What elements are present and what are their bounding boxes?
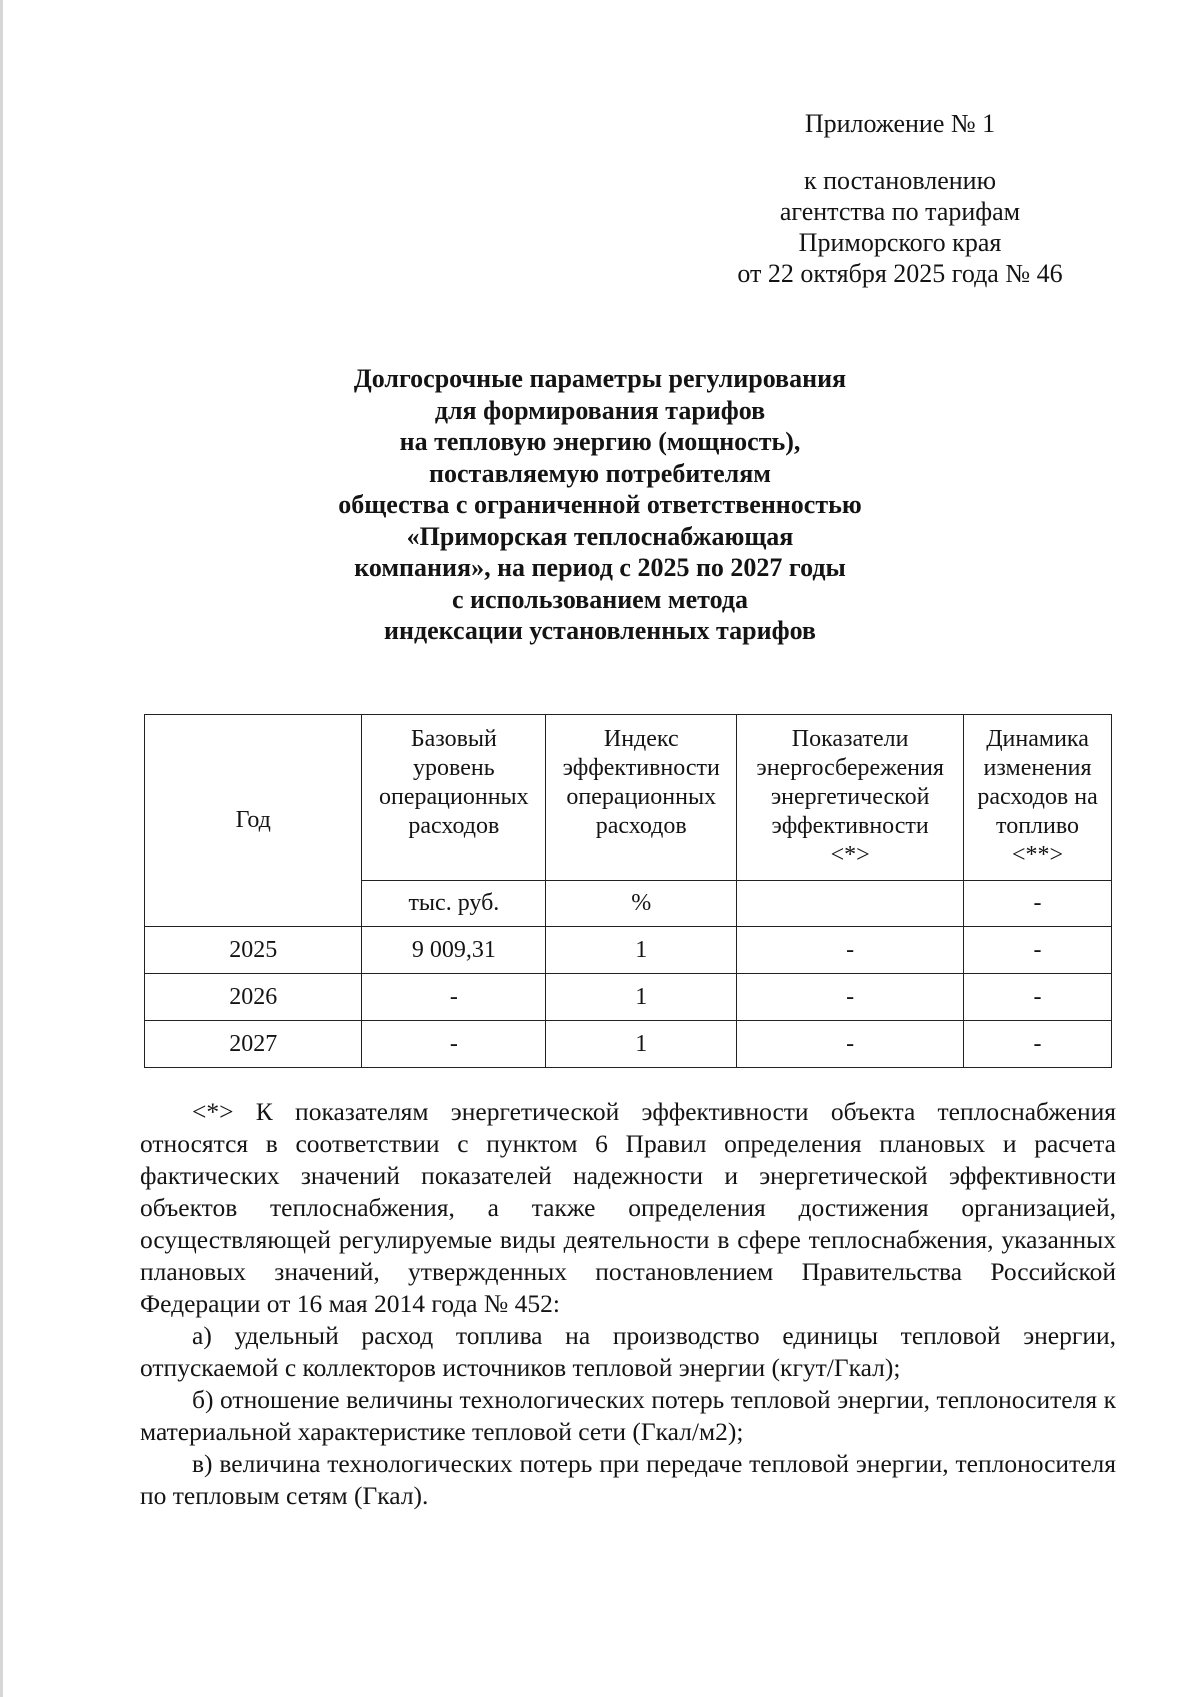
title-line: индексации установленных тарифов — [384, 616, 816, 645]
title-line: с использованием метода — [451, 584, 749, 614]
unit-fuel-dynamics: - — [964, 881, 1112, 927]
header-line: Базовый — [410, 726, 497, 752]
cell-energy-saving: - — [737, 927, 964, 974]
header-line: энергетической — [770, 784, 930, 810]
footnote-item-c: в) величина технологических потерь при передаче тепловой энергии, теплоносителя по тепловым сетям (Гкал). — [140, 1449, 1116, 1510]
header-line: эффективности — [771, 813, 929, 839]
header-line: <*> — [830, 842, 870, 868]
title-line: Долгосрочные параметры регулирования — [353, 364, 847, 393]
header-line: операционных — [379, 784, 529, 810]
appendix-line: к постановлению — [803, 166, 997, 195]
title-line: для формирования тарифов — [434, 395, 766, 425]
cell-base-level: - — [362, 1021, 546, 1068]
table-row — [145, 927, 1112, 974]
cell-base-level: 9 009,31 — [362, 927, 546, 974]
table-row — [145, 1021, 1112, 1068]
table-row — [145, 974, 1112, 1021]
title-line: общества с ограниченной ответственностью — [338, 490, 862, 519]
header-line: уровень — [413, 755, 495, 781]
header-line: Показатели — [791, 726, 909, 752]
cell-efficiency-index: 1 — [546, 927, 737, 974]
cell-efficiency-index: 1 — [546, 974, 737, 1021]
header-line: расходов — [408, 813, 500, 839]
footnote-item-b: б) отношение величины технологических потерь тепловой энергии, теплоносителя к материальной характеристике тепловой сети (Гкал/м2); — [140, 1385, 1116, 1446]
cell-energy-saving: - — [737, 1021, 964, 1068]
header-line: расходов — [595, 813, 687, 839]
cell-year: 2025 — [145, 927, 362, 974]
footnote-item-a: а) удельный расход топлива на производство единицы тепловой энергии, отпускаемой с коллекторов источников тепловой энергии (кгут/Гкал); — [140, 1321, 1116, 1382]
title-line: «Приморская теплоснабжающая — [406, 521, 794, 551]
header-line: изменения — [983, 755, 1092, 781]
footnotes — [140, 1096, 1116, 1512]
cell-year: 2026 — [145, 974, 362, 1021]
page-edge — [0, 0, 3, 1697]
header-line: эффективности — [562, 755, 720, 781]
cell-base-level: - — [362, 974, 546, 1021]
unit-efficiency-index: % — [546, 881, 737, 927]
cell-year: 2027 — [145, 1021, 362, 1068]
header-line: Индекс — [603, 726, 679, 752]
header-year: Год — [145, 715, 362, 927]
title-line: компания», на период с 2025 по 2027 годы — [354, 553, 846, 582]
title-line: на тепловую энергию (мощность), — [399, 427, 801, 456]
header-base-level — [362, 715, 546, 881]
document-title — [150, 363, 1050, 647]
header-line: Динамика — [986, 726, 1089, 752]
appendix-line: Приморского края — [798, 228, 1002, 257]
header-line: операционных — [566, 784, 717, 810]
appendix-block — [690, 165, 1110, 289]
appendix-number-text: Приложение № 1 — [804, 109, 996, 138]
header-efficiency-index — [546, 715, 737, 881]
appendix-line: агентства по тарифам — [779, 197, 1021, 226]
header-line: энергосбережения — [756, 755, 944, 781]
header-line: топливо — [996, 813, 1080, 839]
title-line: поставляемую потребителям — [429, 458, 771, 488]
header-line: расходов на — [977, 784, 1098, 810]
unit-base-level: тыс. руб. — [362, 881, 546, 927]
unit-energy-saving — [737, 881, 964, 927]
cell-fuel-dynamics: - — [964, 1021, 1112, 1068]
appendix-line: от 22 октября 2025 года № 46 — [737, 259, 1063, 288]
parameters-table — [144, 714, 1112, 1068]
footnote-paragraph: <*> К показателям энергетической эффективности объекта теплоснабжения относятся в соответствии с пунктом 6 Правил определения плановых и расчета фактических значений показателей надежности и энергетической эффективности объектов теплоснабжения, а также определения достижения организацией, осуществляющей регулируемые виды деятельности в сфере теплоснабжения, указанных плановых значений, утвержденных постановлением Правительства Российской Федерации от 16 мая 2014 года № 452: — [140, 1097, 1116, 1318]
cell-energy-saving: - — [737, 974, 964, 1021]
cell-fuel-dynamics: - — [964, 974, 1112, 1021]
cell-fuel-dynamics: - — [964, 927, 1112, 974]
cell-efficiency-index: 1 — [546, 1021, 737, 1068]
header-fuel-dynamics — [964, 715, 1112, 881]
header-energy-saving — [737, 715, 964, 881]
table-header-row — [145, 715, 1112, 881]
header-line: <**> — [1012, 842, 1064, 868]
